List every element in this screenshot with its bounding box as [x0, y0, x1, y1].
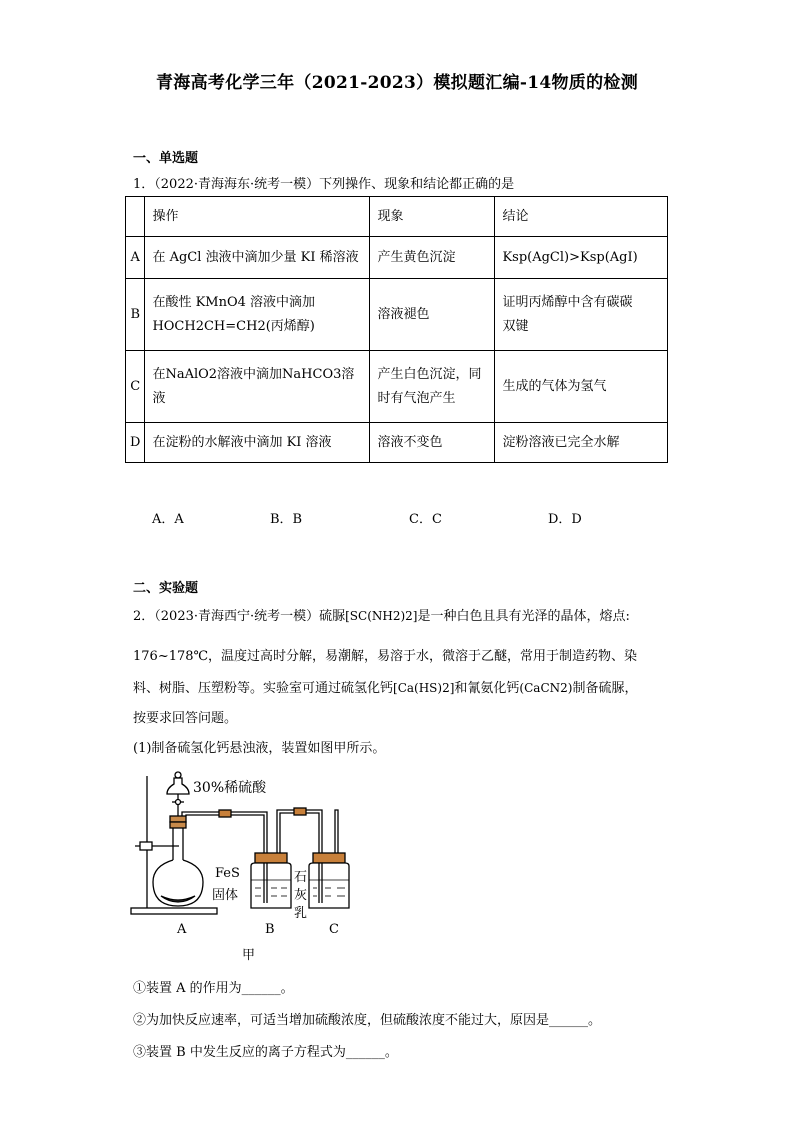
question-2-item-1: ①装置 A 的作用为______。 [133, 981, 294, 996]
phenomenon-cell [370, 237, 495, 279]
question-1-table [125, 196, 668, 463]
lime-label-3: 乳 [294, 906, 308, 921]
conclusion-text: 淀粉溶液已完全水解 [502, 434, 620, 450]
solid-label: 固体 [212, 888, 239, 903]
question-2-line4: 按要求回答问题。 [133, 711, 238, 726]
phenomenon-text: 溶液褪色 [377, 306, 430, 322]
operation-cell [145, 279, 370, 351]
question-2-item-2: ②为加快反应速率，可适当增加硫酸浓度，但硫酸浓度不能过大，原因是______。 [133, 1013, 602, 1028]
choice-a[interactable]: A．A [152, 512, 184, 527]
phenomenon-text: 溶液不变色 [377, 434, 443, 450]
lime-label-1: 石 [294, 870, 308, 885]
conclusion-cell [495, 351, 668, 423]
conclusion-cell [495, 279, 668, 351]
acid-label: 30%稀硫酸 [193, 780, 267, 796]
tube-connector [219, 810, 231, 817]
apparatus-label-a: A [177, 922, 187, 937]
thiourea-formula: [SC(NH2)2] [345, 609, 418, 623]
stand-base [131, 908, 217, 914]
conclusion-cell [495, 237, 668, 279]
funnel-stopper [175, 772, 181, 778]
conclusion-text: 生成的气体为氢气 [502, 378, 607, 394]
apparatus-label-c: C [329, 922, 339, 937]
table-header-conclusion: 结论 [495, 197, 668, 237]
table-header-operation: 操作 [145, 197, 370, 237]
fes-label: FeS [215, 866, 240, 881]
phenomenon-cell [370, 351, 495, 423]
bottle-c [309, 863, 349, 908]
funnel-body [167, 778, 189, 794]
phenomenon-cell [370, 279, 495, 351]
page-title: 青海高考化学三年（2021-2023）模拟题汇编-14物质的检测 [156, 73, 638, 93]
table-row [126, 237, 668, 279]
question-2-line1 [133, 605, 630, 624]
conclusion-text-line1: 证明丙烯醇中含有碳碳 [502, 294, 633, 310]
phenomenon-text: 产生黄色沉淀 [377, 249, 456, 265]
question-2-line2: 176~178℃，温度过高时分解，易潮解，易溶于水，微溶于乙醚，常用于制造药物、染 [133, 649, 638, 664]
row-label: B [126, 279, 145, 351]
operation-cell [145, 237, 370, 279]
section-heading-experiment: 二、实验题 [133, 581, 199, 596]
choice-d[interactable]: D．D [548, 512, 582, 527]
lime-label-2: 灰 [294, 888, 308, 903]
question-2-line3-b: 和氰氨化钙 [454, 681, 520, 696]
question-2-line3 [133, 677, 637, 696]
row-label: C [126, 351, 145, 423]
flask-body [153, 860, 203, 906]
phenomenon-text-line2: 时有气泡产生 [377, 390, 456, 406]
table-cell [126, 197, 145, 237]
question-2-intro: 2．（2023·青海西宁·统考一模）硫脲 [133, 609, 346, 624]
apparatus-label-b: B [265, 922, 275, 937]
operation-text: 在 AgCl 浊液中滴加少量 KI 稀溶液 [152, 249, 359, 265]
phenomenon-cell [370, 423, 495, 463]
table-header-row [126, 197, 668, 237]
operation-text: 在淀粉的水解液中滴加 KI 溶液 [152, 434, 332, 450]
operation-text-line2: HOCH2CH=CH2(丙烯醇) [152, 318, 315, 334]
row-label: A [126, 237, 145, 279]
table-header-phenomenon: 现象 [370, 197, 495, 237]
calcium-cyanamide-formula: (CaCN2) [519, 681, 573, 695]
conclusion-text: Ksp(AgCl)>Ksp(AgI) [502, 249, 638, 265]
operation-text-line1: 在酸性 KMnO4 溶液中滴加 [152, 294, 316, 310]
row-label: D [126, 423, 145, 463]
question-2-item-3: ③装置 B 中发生反应的离子方程式为______。 [133, 1045, 398, 1060]
figure-caption: 甲 [242, 948, 256, 963]
section-heading-single-choice: 一、单选题 [133, 151, 199, 166]
question-2-line3-c: 制备硫脲， [572, 681, 638, 696]
calcium-hydrosulfide-formula: [Ca(HS)2] [393, 681, 455, 695]
operation-cell [145, 351, 370, 423]
table-row [126, 423, 668, 463]
table-row [126, 351, 668, 423]
question-2-sub1: (1)制备硫氢化钙悬浊液，装置如图甲所示。 [133, 741, 386, 756]
table-row [126, 279, 668, 351]
conclusion-text-line2: 双键 [502, 318, 529, 334]
phenomenon-text-line1: 产生白色沉淀，同 [377, 366, 482, 382]
question-2-line1-rest: 是一种白色且具有光泽的晶体，熔点: [417, 609, 630, 624]
question-1-stem: 1．（2022·青海海东·统考一模）下列操作、现象和结论都正确的是 [133, 177, 515, 192]
conclusion-cell [495, 423, 668, 463]
choice-b[interactable]: B．B [270, 512, 303, 527]
operation-text: 在NaAlO2溶液中滴加NaHCO3溶液 [152, 366, 355, 406]
operation-cell [145, 423, 370, 463]
choice-c[interactable]: C．C [409, 512, 442, 527]
question-2-line3-a: 料、树脂、压塑粉等。实验室可通过硫氢化钙 [133, 681, 394, 696]
